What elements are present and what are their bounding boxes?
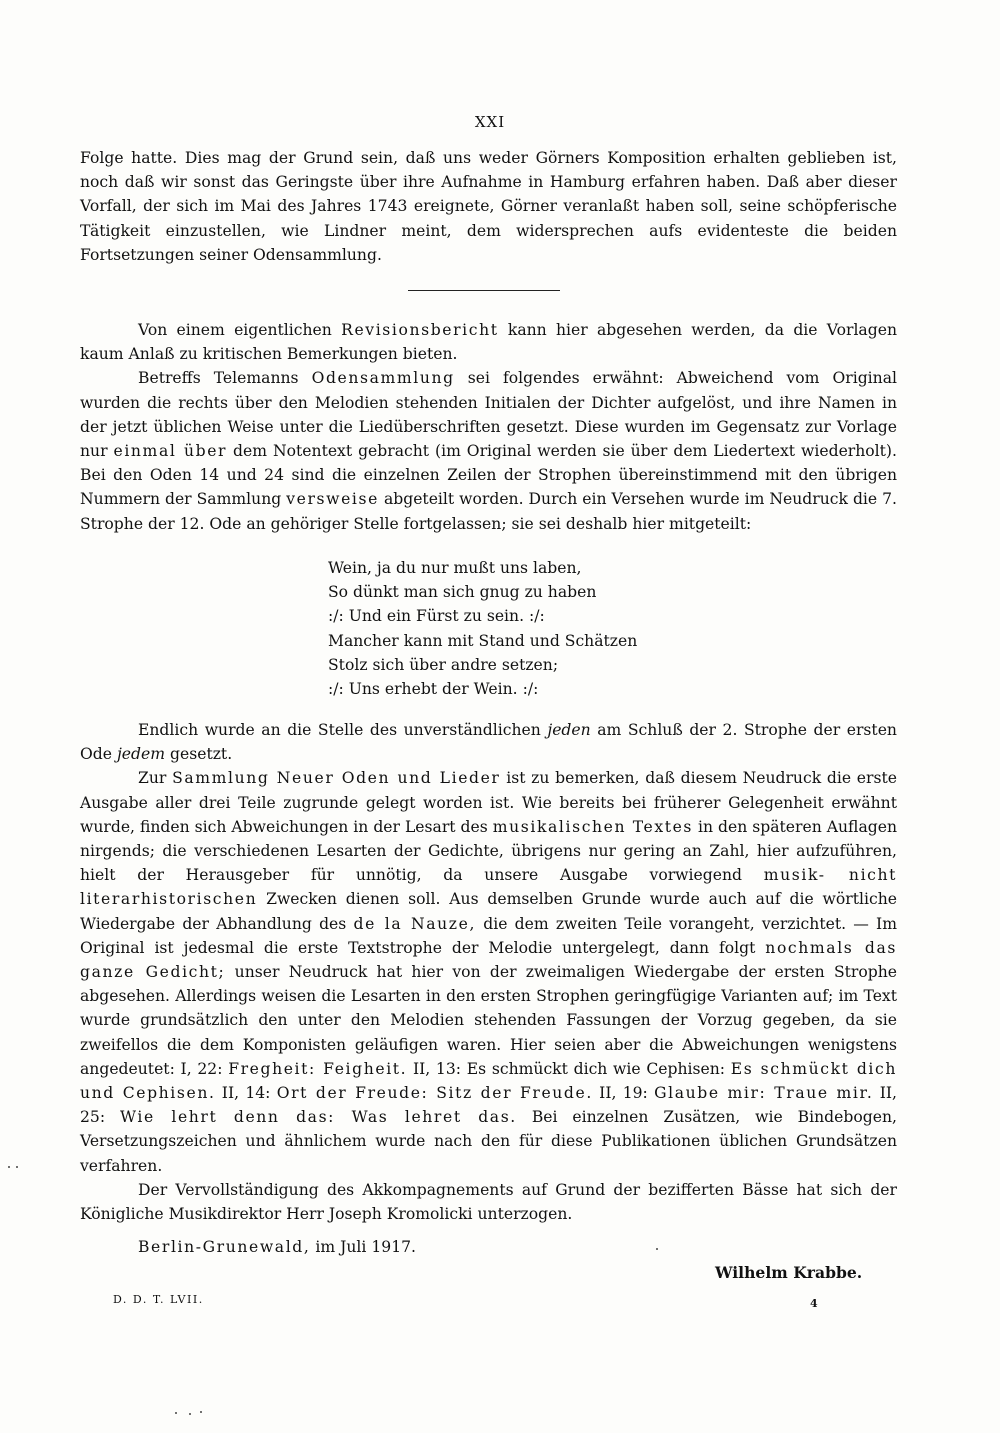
poem-line: Stolz sich über andre setzen; xyxy=(328,655,559,674)
spaced-term: musikalischen Textes xyxy=(492,817,694,836)
section-divider xyxy=(408,290,560,291)
paragraph-text: Folge hatte. Dies mag der Grund sein, daß uns weder Görners Komposition erhalten geblieben ist, noch daß wir sonst das Geringste über ihre Aufnahme in Hamburg erfahren haben. Daß aber dieser Vorfall, der sich im Mai des Jahres 1743 ereignete, Görner veranlaßt haben soll, seine schöpferische Tätigkeit einzustellen, wie Lindner meint, dem widersprechen aufs evidenteste die beiden Fortsetzungen seiner Odensammlung. xyxy=(80,149,897,264)
print-speck xyxy=(200,1411,202,1413)
spaced-term: einmal über xyxy=(113,442,228,461)
poem-line: :/: Und ein Fürst zu sein. :/: xyxy=(328,607,545,626)
text-run: Von einem eigentlichen xyxy=(138,321,332,339)
print-speck xyxy=(189,1413,191,1415)
italic-term: jedem xyxy=(116,745,166,764)
text-run: Zur xyxy=(138,769,167,788)
revision-section xyxy=(80,318,897,536)
poem-line: So dünkt man sich gnug zu haben xyxy=(328,583,597,602)
spaced-term: Revisionsbericht xyxy=(341,321,499,339)
author-signature: Wilhelm Krabbe. xyxy=(715,1263,863,1282)
place-date-line xyxy=(138,1238,416,1256)
spaced-term: nochmals das ganze Gedicht; xyxy=(80,938,897,982)
print-speck xyxy=(656,1248,658,1250)
spaced-term: Fregheit: Feigheit. xyxy=(228,1059,408,1078)
text-run: ist zu bemerken, daß diesem Neudruck die erste Ausgabe aller drei Teile zugrunde gelegt worden ist. Wie bereits bei früherer Gelegenheit erwähnt wurde, finden sich Abweichungen in der Lesart des xyxy=(80,769,897,836)
poem-line: :/: Uns erhebt der Wein. :/: xyxy=(328,680,539,699)
text-run: II, 25: xyxy=(80,1084,897,1127)
text-run: gesetzt. xyxy=(170,745,233,764)
page-number: XXI xyxy=(474,113,506,131)
spaced-term: versweise xyxy=(286,490,379,509)
printer-signature-mark: D. D. T. LVII. xyxy=(113,1293,204,1306)
text-run: abgeteilt worden. Durch ein Versehen wurde im Neudruck die 7. Strophe der 12. Ode an gehöriger Stelle fortgelassen; sie sei deshalb hier mitgeteilt: xyxy=(80,490,897,533)
place-name: Berlin-Grunewald, xyxy=(138,1238,311,1256)
poem-stanza xyxy=(328,556,637,701)
revision-paragraph xyxy=(80,318,897,366)
spaced-term: Odensammlung xyxy=(311,369,455,388)
date-text: im Juli 1917. xyxy=(315,1238,417,1256)
text-run: dem Notentext gebracht (im Original werden sie über dem Liedertext wiederholt). Bei den Oden 14 und 24 sind die einzelnen Zeilen der Strophen übereinstimmend mit den übrigen Nummern der Sammlung xyxy=(80,442,897,509)
spaced-term: Glaube mir: Traue mir. xyxy=(654,1084,874,1103)
italic-term: jeden xyxy=(547,721,591,739)
print-speck xyxy=(175,1412,177,1414)
text-run: Endlich wurde an die Stelle des unverständlichen xyxy=(138,721,541,739)
spaced-term: Wie lehrt denn das: Was lehret das. xyxy=(120,1108,517,1127)
sammlung-paragraph xyxy=(80,766,897,1177)
spaced-term: musik- nicht literarhistorischen xyxy=(80,866,897,909)
correction-paragraph xyxy=(80,718,897,766)
spaced-term: de la Nauze, xyxy=(353,914,477,933)
spaced-term: Ort der Freude: Sitz der Freude. xyxy=(276,1084,593,1103)
sheet-number: 4 xyxy=(810,1297,818,1310)
text-run: unser Neudruck hat hier von der zweimaligen Wiedergabe der ersten Strophe abgesehen. Allerdings weisen die Lesarten in den ersten Strophen geringfügige Varianten auf; im Text wurde grundsätzlich den unter den Melodien stehenden Fassungen der Vorzug gegeben, da sie zweifellos die dem Komponisten geläufigen waren. Hier seien aber die Abweichungen wenigstens angedeutet: I, 22: xyxy=(80,963,897,1078)
text-run: kann hier abgesehen werden, da die Vorlagen kaum Anlaß zu kritischen Bemerkungen bieten. xyxy=(80,321,897,364)
closing-section xyxy=(80,718,897,1226)
text-run: die dem zweiten Teile vorangeht, verzichtet. — Im Original ist jedesmal die erste Textstrophe der Melodie untergelegt, dann folgt xyxy=(80,914,898,957)
spaced-term: Es schmückt dich und Cephisen. xyxy=(80,1059,897,1103)
text-run: sei folgendes erwähnt: Abweichend vom Original wurden die rechts über den Melodien stehenden Initialen der Dichter aufgelöst, und ihre Namen in der jetzt üblichen Weise unter die Liedüberschriften gesetzt. Diese wurden im Gegensatz zur Vorlage nur xyxy=(80,369,897,461)
telemann-paragraph xyxy=(80,366,897,535)
poem-line: Wein, ja du nur mußt uns laben, xyxy=(328,559,582,577)
text-run: Betreffs Telemanns xyxy=(138,369,299,388)
text-run: II, 14: xyxy=(221,1084,271,1103)
text-run: Zwecken dienen soll. Aus demselben Grunde wurde auch auf die wörtliche Wiedergabe der Abhandlung des xyxy=(80,890,897,933)
text-run: am Schluß der 2. Strophe der ersten Ode xyxy=(80,721,897,764)
spaced-term: Sammlung Neuer Oden und Lieder xyxy=(172,769,501,788)
poem-line: Mancher kann mit Stand und Schätzen xyxy=(328,631,638,650)
text-run: II, 13: Es schmückt dich wie Cephisen: xyxy=(412,1059,726,1078)
print-speck xyxy=(16,1166,18,1168)
text-run: II, 19: xyxy=(599,1084,648,1103)
paragraph-continuation xyxy=(80,146,897,267)
text-run: Bei einzelnen Zusätzen, wie Bindebogen, Versetzungszeichen und ähnlichem wurde nach den für diese Publikationen üblichen Grundsätzen verfahren. xyxy=(80,1108,897,1175)
acknowledgement-paragraph: Der Vervollständigung des Akkompagnements auf Grund der bezifferten Bässe hat sich der Königliche Musikdirektor Herr Joseph Kromolicki unterzogen. xyxy=(80,1180,897,1224)
text-run: in den späteren Auflagen nirgends; die verschiedenen Lesarten der Gedichte, übrigens nur gering an Zahl, hier aufzuführen, hielt der Herausgeber für unnötig, da unsere Ausgabe vorwiegend xyxy=(80,817,897,885)
print-speck xyxy=(8,1166,10,1168)
